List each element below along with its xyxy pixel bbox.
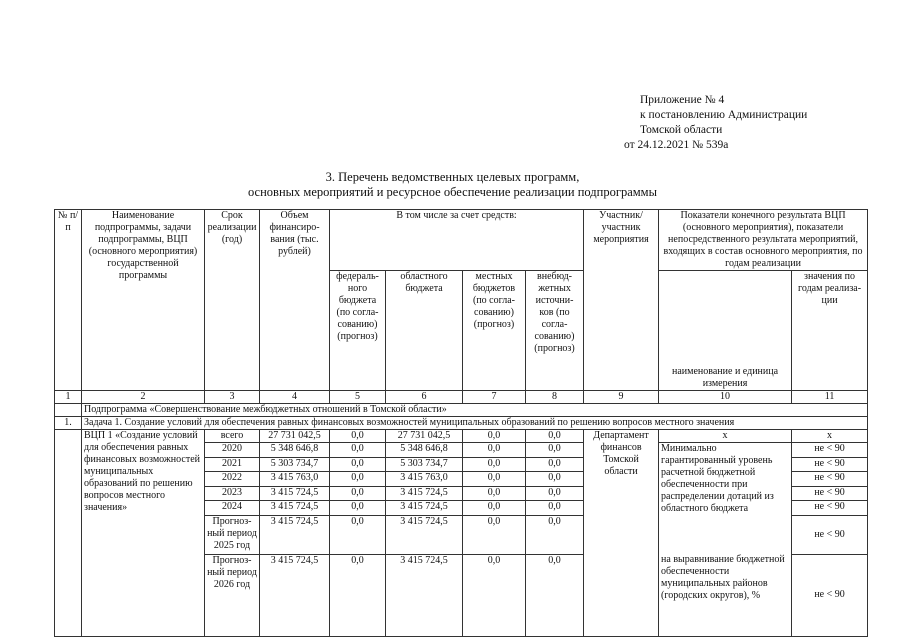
indicator-value: не < 90 bbox=[792, 515, 868, 554]
row-term: 2024 bbox=[205, 501, 260, 516]
row-extra: 0,0 bbox=[526, 515, 584, 554]
header-name: Наименование подпрограммы, задачи подпрограммы, ВЦП (основного мероприятия) государственной программы bbox=[82, 210, 205, 391]
row-term: 2021 bbox=[205, 457, 260, 472]
row-federal: 0,0 bbox=[330, 515, 386, 554]
row-extra: 0,0 bbox=[526, 472, 584, 487]
indicator-value: не < 90 bbox=[792, 443, 868, 458]
subprogram-row bbox=[55, 404, 868, 417]
col-num-11: 11 bbox=[792, 391, 868, 404]
row-regional: 3 415 724,5 bbox=[386, 501, 463, 516]
appendix-line-4: от 24.12.2021 № 539а bbox=[624, 139, 729, 151]
col-num-9: 9 bbox=[584, 391, 659, 404]
col-num-7: 7 bbox=[463, 391, 526, 404]
row-extra: 0,0 bbox=[526, 430, 584, 443]
col-num-4: 4 bbox=[260, 391, 330, 404]
header-indicators: Показатели конечного результата ВЦП (основного мероприятия), показатели непосредственного результата мероприятий, входящих в состав основного мероприятия, по годам реализации bbox=[659, 210, 868, 271]
row-extra: 0,0 bbox=[526, 443, 584, 458]
row-regional: 3 415 763,0 bbox=[386, 472, 463, 487]
row-term: 2023 bbox=[205, 486, 260, 501]
appendix-line-1: Приложение № 4 bbox=[640, 94, 725, 106]
row-federal: 0,0 bbox=[330, 486, 386, 501]
indicator-text-b: на выравнивание бюджетной обеспеченности муниципальных районов (городских округов), % bbox=[659, 554, 792, 636]
row-volume: 3 415 724,5 bbox=[260, 515, 330, 554]
program-table bbox=[54, 209, 868, 637]
row-local: 0,0 bbox=[463, 430, 526, 443]
indicator-value: не < 90 bbox=[792, 486, 868, 501]
task-title: Задача 1. Создание условий для обеспечения равных финансовых возможностей муниципальных образований по решению вопросов местного значения bbox=[82, 417, 868, 430]
row-volume: 5 303 734,7 bbox=[260, 457, 330, 472]
col-num-6: 6 bbox=[386, 391, 463, 404]
col-num-5: 5 bbox=[330, 391, 386, 404]
col-num-10: 10 bbox=[659, 391, 792, 404]
header-local: местных бюджетов (по согла- сованию) (прогноз) bbox=[463, 271, 526, 391]
row-volume: 3 415 724,5 bbox=[260, 501, 330, 516]
indicator-value: не < 90 bbox=[792, 501, 868, 516]
indicator-value: не < 90 bbox=[792, 554, 868, 636]
row-local: 0,0 bbox=[463, 443, 526, 458]
title-line-2: основных мероприятий и ресурсное обеспечение реализации подпрограммы bbox=[248, 185, 657, 199]
col-num-1: 1 bbox=[55, 391, 82, 404]
vcp-participant: Департамент финансов Томской области bbox=[584, 430, 659, 637]
task-row bbox=[55, 417, 868, 430]
vcp-name: ВЦП 1 «Создание условий для обеспечения равных финансовых возможностей муниципальных образований по решению вопросов местного значения» bbox=[82, 430, 205, 637]
row-regional: 3 415 724,5 bbox=[386, 486, 463, 501]
header-num: № п/п bbox=[55, 210, 82, 391]
row-extra: 0,0 bbox=[526, 554, 584, 636]
indicator-x-name: x bbox=[659, 430, 792, 443]
row-local: 0,0 bbox=[463, 457, 526, 472]
indicator-x-value: x bbox=[792, 430, 868, 443]
table-row bbox=[55, 430, 868, 443]
row-extra: 0,0 bbox=[526, 486, 584, 501]
subprogram-title: Подпрограмма «Совершенствование межбюджетных отношений в Томской области» bbox=[82, 404, 868, 417]
row-federal: 0,0 bbox=[330, 430, 386, 443]
row-regional: 27 731 042,5 bbox=[386, 430, 463, 443]
row-volume: 3 415 724,5 bbox=[260, 554, 330, 636]
row-federal: 0,0 bbox=[330, 457, 386, 472]
row-local: 0,0 bbox=[463, 554, 526, 636]
row-regional: 3 415 724,5 bbox=[386, 554, 463, 636]
header-volume: Объем финансиро- вания (тыс. рублей) bbox=[260, 210, 330, 391]
row-regional: 3 415 724,5 bbox=[386, 515, 463, 554]
document-title bbox=[0, 170, 905, 200]
header-federal: федераль- ного бюджета (по согла- сованию) (прогноз) bbox=[330, 271, 386, 391]
title-line-1: 3. Перечень ведомственных целевых программ, bbox=[325, 170, 580, 184]
row-federal: 0,0 bbox=[330, 554, 386, 636]
indicator-text-a: Минимально гарантированный уровень расчетной бюджетной обеспеченности при распределении дотаций из областного бюджета bbox=[659, 443, 792, 516]
row-volume: 5 348 646,8 bbox=[260, 443, 330, 458]
row-local: 0,0 bbox=[463, 501, 526, 516]
col-num-2: 2 bbox=[82, 391, 205, 404]
col-num-3: 3 bbox=[205, 391, 260, 404]
row-regional: 5 303 734,7 bbox=[386, 457, 463, 472]
row-federal: 0,0 bbox=[330, 501, 386, 516]
header-participant: Участник/ участник мероприятия bbox=[584, 210, 659, 391]
row-extra: 0,0 bbox=[526, 501, 584, 516]
header-regional: областного бюджета bbox=[386, 271, 463, 391]
column-number-row bbox=[55, 391, 868, 404]
row-term: 2022 bbox=[205, 472, 260, 487]
row-federal: 0,0 bbox=[330, 443, 386, 458]
row-volume: 27 731 042,5 bbox=[260, 430, 330, 443]
row-local: 0,0 bbox=[463, 515, 526, 554]
appendix-line-2: к постановлению Администрации bbox=[640, 109, 808, 121]
row-federal: 0,0 bbox=[330, 472, 386, 487]
row-regional: 5 348 646,8 bbox=[386, 443, 463, 458]
header-extra: внебюд- жетных источни- ков (по согла- сованию) (прогноз) bbox=[526, 271, 584, 391]
row-term: 2020 bbox=[205, 443, 260, 458]
appendix-note bbox=[624, 93, 807, 153]
row-volume: 3 415 724,5 bbox=[260, 486, 330, 501]
indicator-value: не < 90 bbox=[792, 472, 868, 487]
row-local: 0,0 bbox=[463, 486, 526, 501]
row-volume: 3 415 763,0 bbox=[260, 472, 330, 487]
header-including: В том числе за счет средств: bbox=[330, 210, 584, 271]
task-number: 1. bbox=[55, 417, 82, 430]
header-term: Срок реализации (год) bbox=[205, 210, 260, 391]
row-term: Прогноз- ный период 2026 год bbox=[205, 554, 260, 636]
header-indicator-values: значения по годам реализа- ции bbox=[792, 271, 868, 391]
row-local: 0,0 bbox=[463, 472, 526, 487]
header-indicator-name: наименование и единица измерения bbox=[659, 271, 792, 391]
row-extra: 0,0 bbox=[526, 457, 584, 472]
row-term: всего bbox=[205, 430, 260, 443]
appendix-line-3: Томской области bbox=[640, 124, 723, 136]
row-term: Прогноз- ный период 2025 год bbox=[205, 515, 260, 554]
indicator-value: не < 90 bbox=[792, 457, 868, 472]
col-num-8: 8 bbox=[526, 391, 584, 404]
